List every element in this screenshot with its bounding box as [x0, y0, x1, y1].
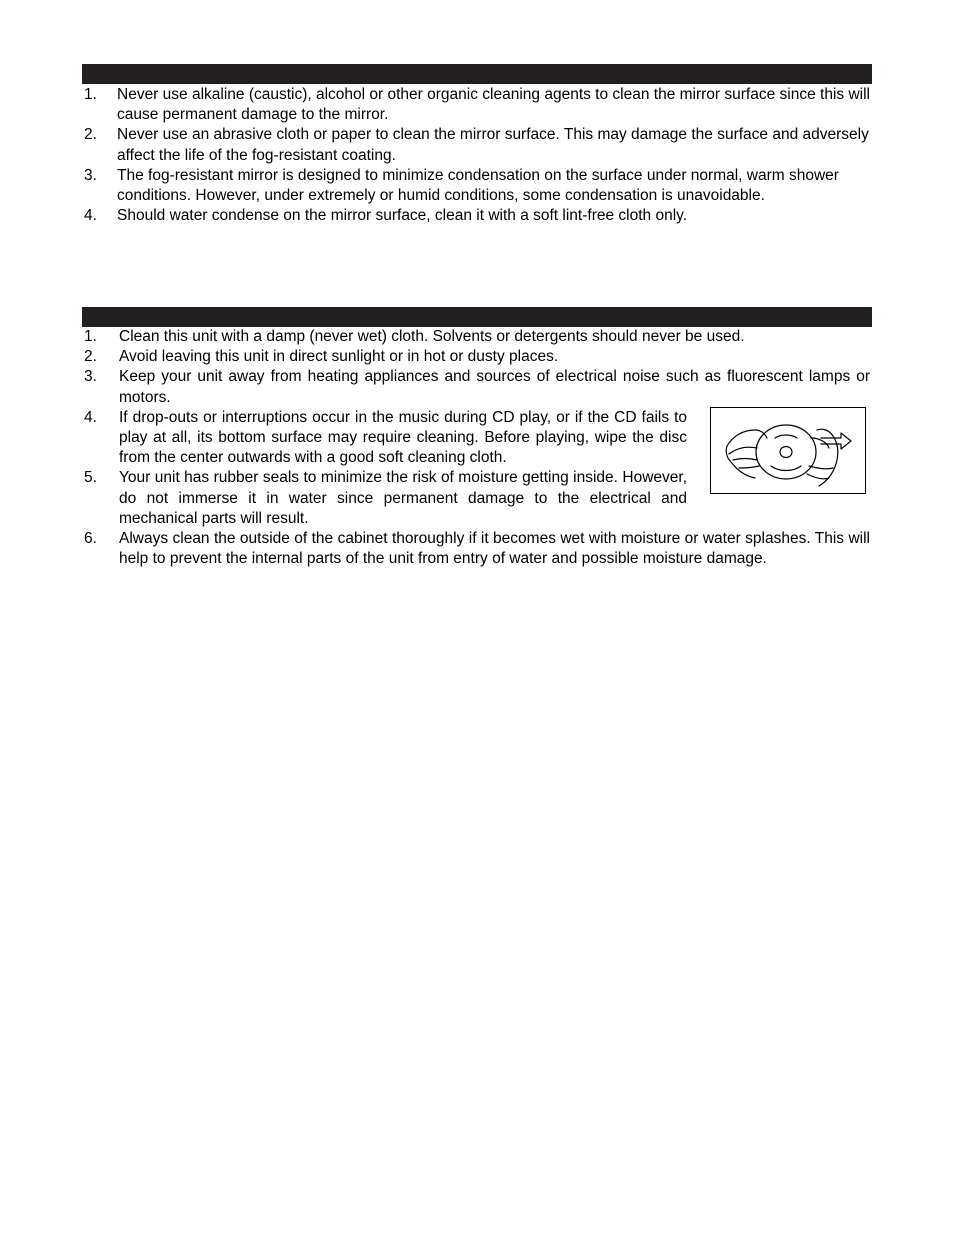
item-number: 2.: [84, 126, 97, 144]
list-item: [84, 166, 874, 206]
item-text: Keep your unit away from heating appliances and sources of electrical noise such as fluorescent lamps or motors.: [119, 368, 870, 406]
item-number: 1.: [84, 86, 97, 103]
item-number: 4.: [84, 408, 97, 426]
disc-cleaning-illustration: [710, 407, 866, 494]
list-item: [84, 125, 874, 165]
list-item: [84, 529, 870, 569]
item-text: Always clean the outside of the cabinet thoroughly if it becomes wet with moisture or water splashes. This will help to prevent the internal parts of the unit from entry of water and possible moisture damage.: [119, 530, 870, 568]
section-header-bar-mirror: [82, 64, 872, 84]
item-text: Should water condense on the mirror surface, clean it with a soft lint-free cloth only.: [117, 207, 688, 225]
mirror-care-list: [84, 85, 874, 226]
list-item: [84, 85, 874, 125]
item-number: 3.: [84, 368, 97, 386]
item-text: If drop-outs or interruptions occur in the music during CD play, or if the CD fails to play at all, its bottom surface may require cleaning. Before playing, wipe the disc from the center outwards with a good soft cleaning cloth.: [119, 408, 687, 467]
item-text: Never use an abrasive cloth or paper to clean the mirror surface. This may damage the surface and adversely affect the life of the fog-resistant coating.: [117, 126, 869, 164]
item-number: 1.: [84, 328, 97, 345]
list-item: [84, 206, 874, 226]
item-number: 6.: [84, 530, 97, 548]
list-item: [84, 327, 870, 347]
list-item: [84, 367, 870, 407]
item-text: Never use alkaline (caustic), alcohol or other organic cleaning agents to clean the mirror surface since this will cause permanent damage to the mirror.: [117, 86, 870, 124]
list-item: [84, 347, 870, 367]
item-text: Your unit has rubber seals to minimize the risk of moisture getting inside. However, do not immerse it in water since permanent damage to the electrical and mechanical parts will result.: [119, 469, 687, 527]
item-number: 5.: [84, 469, 97, 487]
disc-cleaning-hands-icon: [711, 408, 865, 493]
item-number: 3.: [84, 166, 97, 184]
item-text: The fog-resistant mirror is designed to minimize condensation on the surface under normal, warm shower conditions. However, under extremely or humid conditions, some condensation is unavoidable.: [117, 166, 839, 205]
item-text: Avoid leaving this unit in direct sunlight or in hot or dusty places.: [119, 348, 559, 366]
item-number: 2.: [84, 348, 97, 366]
item-number: 4.: [84, 207, 97, 225]
section-header-bar-care: [82, 307, 872, 327]
item-text: Clean this unit with a damp (never wet) cloth. Solvents or detergents should never be used.: [119, 328, 745, 345]
